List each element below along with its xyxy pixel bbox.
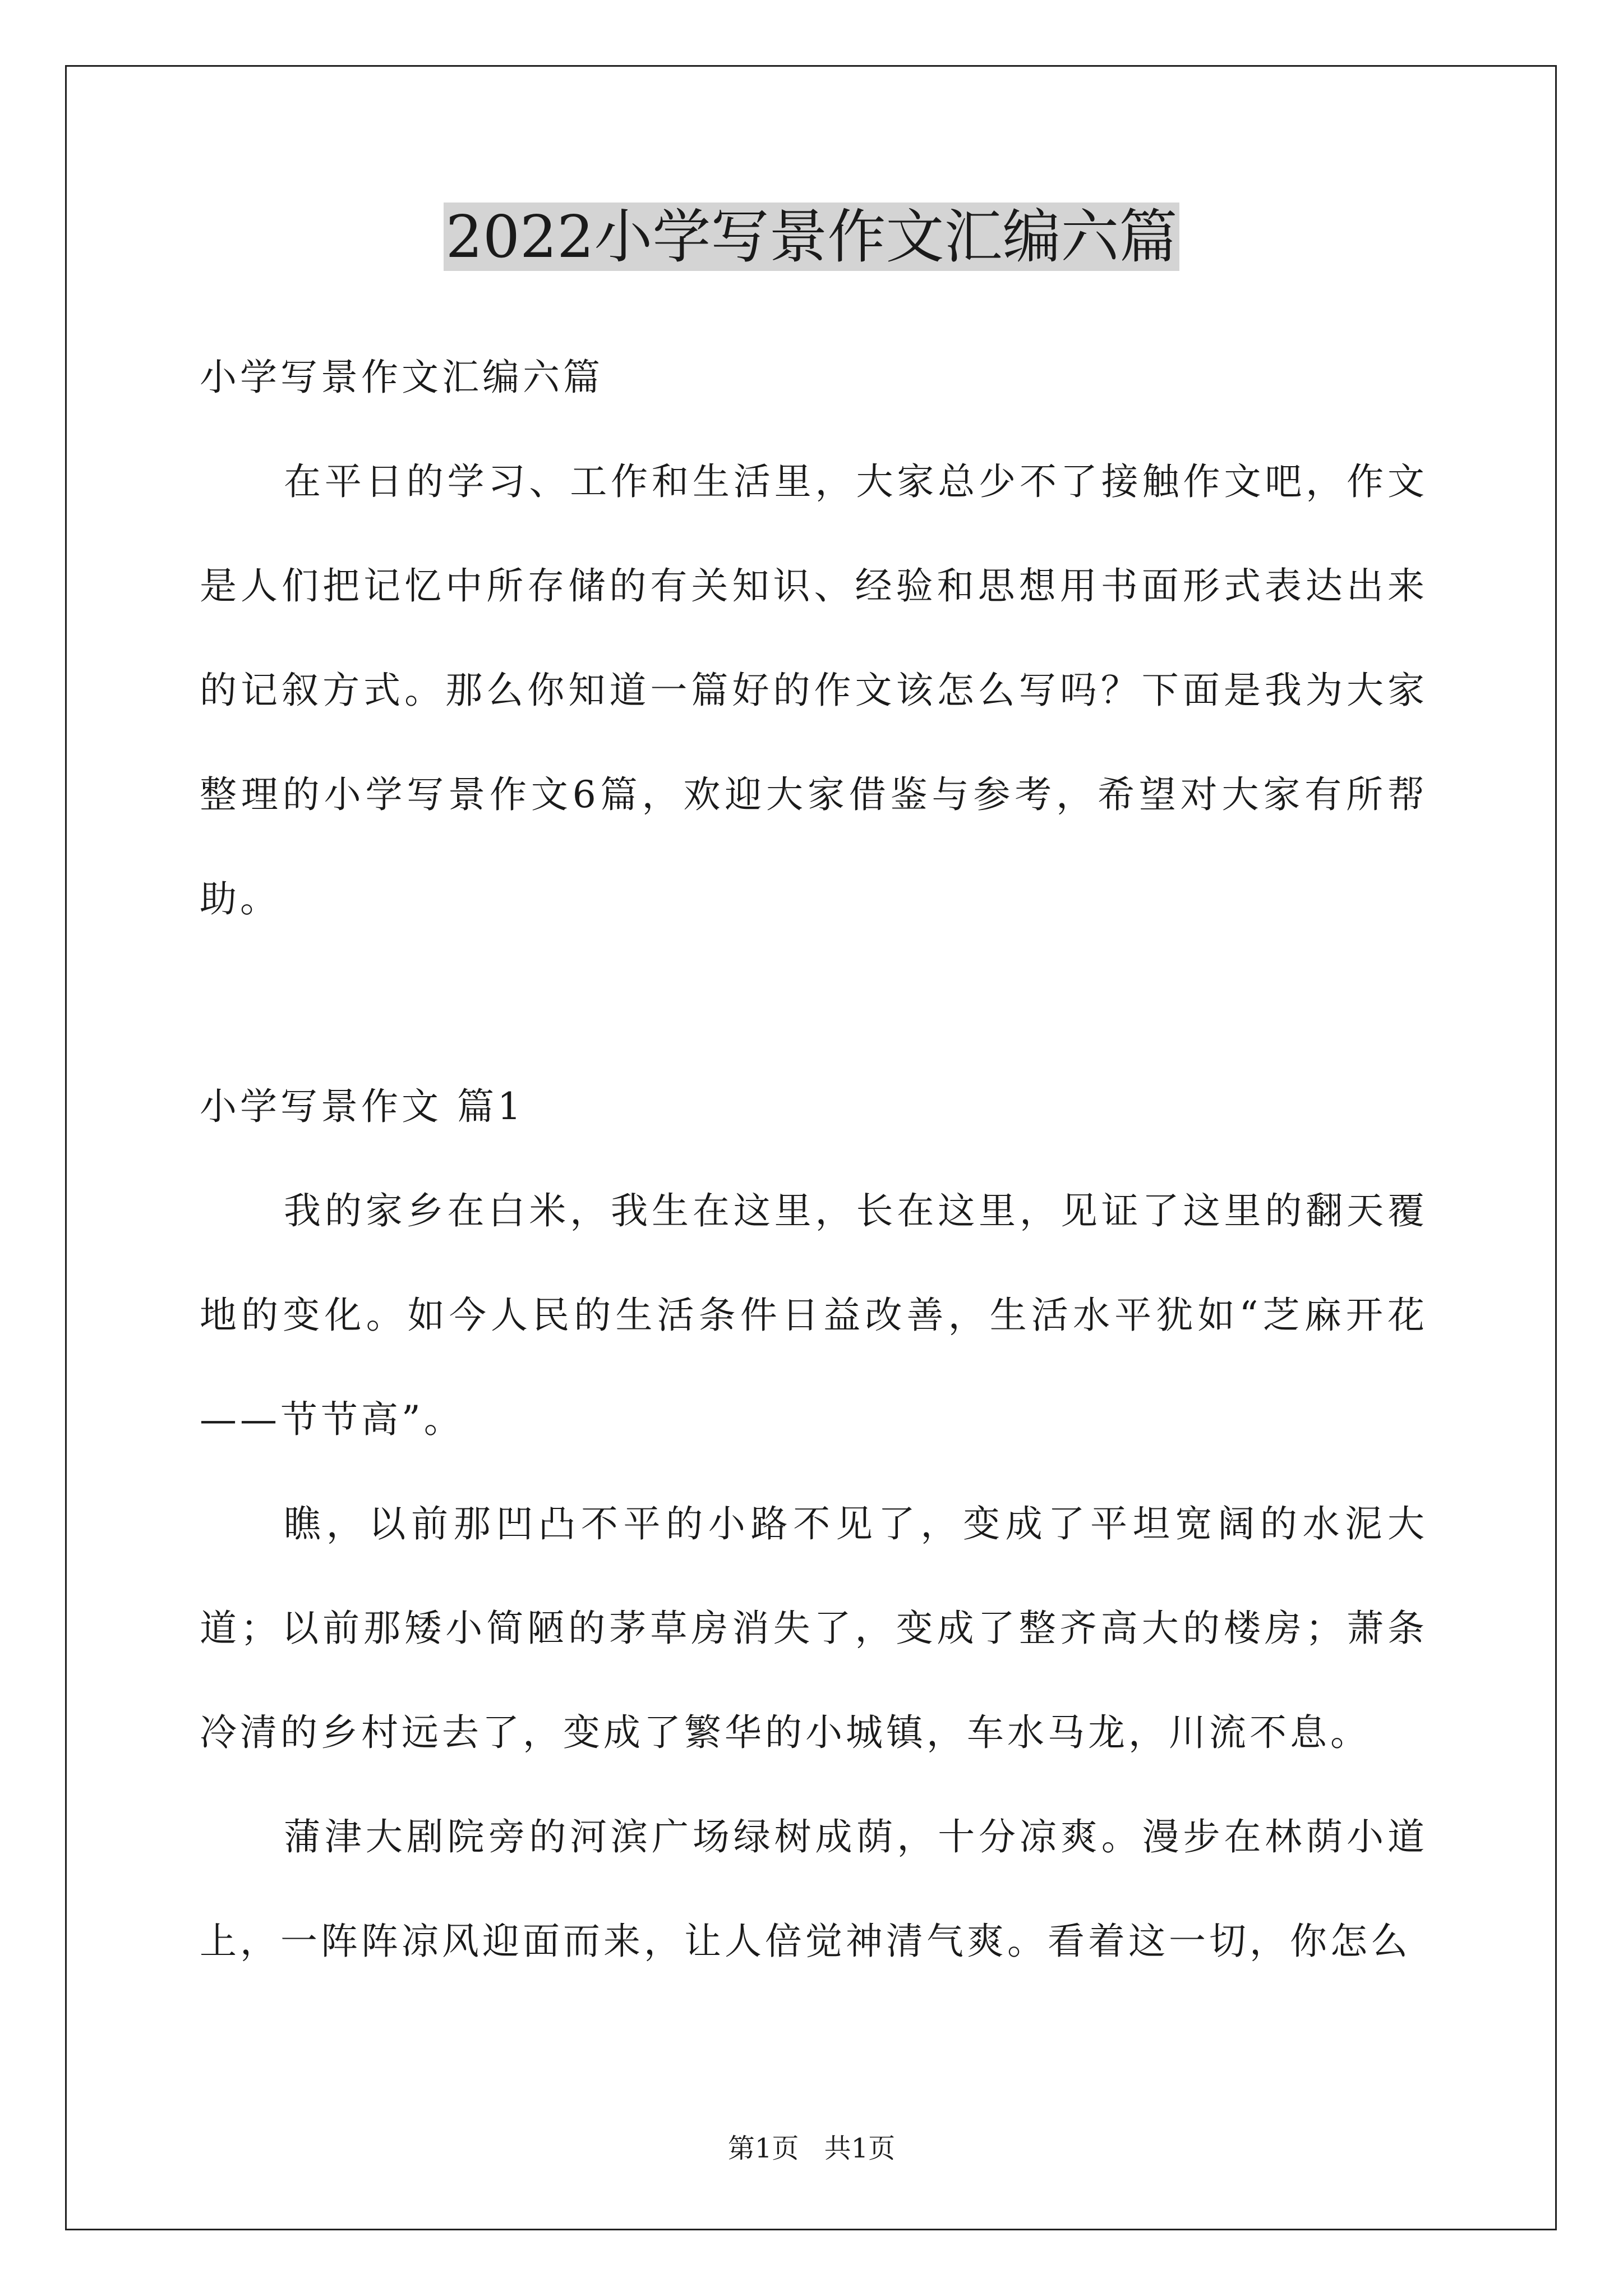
document-title-text: 2022小学写景作文汇编六篇	[444, 203, 1180, 271]
body-paragraph-3: 蒲津大剧院旁的河滨广场绿树成荫，十分凉爽。漫步在林荫小道上，一阵阵凉风迎面而来，让人倍觉神清气爽。看着这一切，你怎么	[200, 1815, 1428, 1963]
document-title	[0, 197, 1623, 276]
body-paragraph-1: 我的家乡在白米，我生在这里，长在这里，见证了这里的翻天覆地的变化。如今人民的生活条件日益改善，生活水平犹如“芝麻开花——节节高”。	[200, 1189, 1428, 1441]
intro-paragraph: 在平日的学习、工作和生活里，大家总少不了接触作文吧，作文是人们把记忆中所存储的有关知识、经验和思想用书面形式表达出来的记叙方式。那么你知道一篇好的作文该怎么写吗？下面是我为大家整理的小学写景作文6篇，欢迎大家借鉴与参考，希望对大家有所帮助。	[200, 460, 1428, 921]
page-footer: 第1页 共1页	[727, 2133, 896, 2164]
section-heading: 小学写景作文 篇1	[200, 1085, 524, 1128]
body-paragraph-2: 瞧，以前那凹凸不平的小路不见了，变成了平坦宽阔的水泥大道；以前那矮小简陋的茅草房消失了，变成了整齐高大的楼房；萧条冷清的乡村远去了，变成了繁华的小城镇，车水马龙，川流不息。	[200, 1502, 1428, 1754]
document-subtitle: 小学写景作文汇编六篇	[200, 356, 603, 399]
